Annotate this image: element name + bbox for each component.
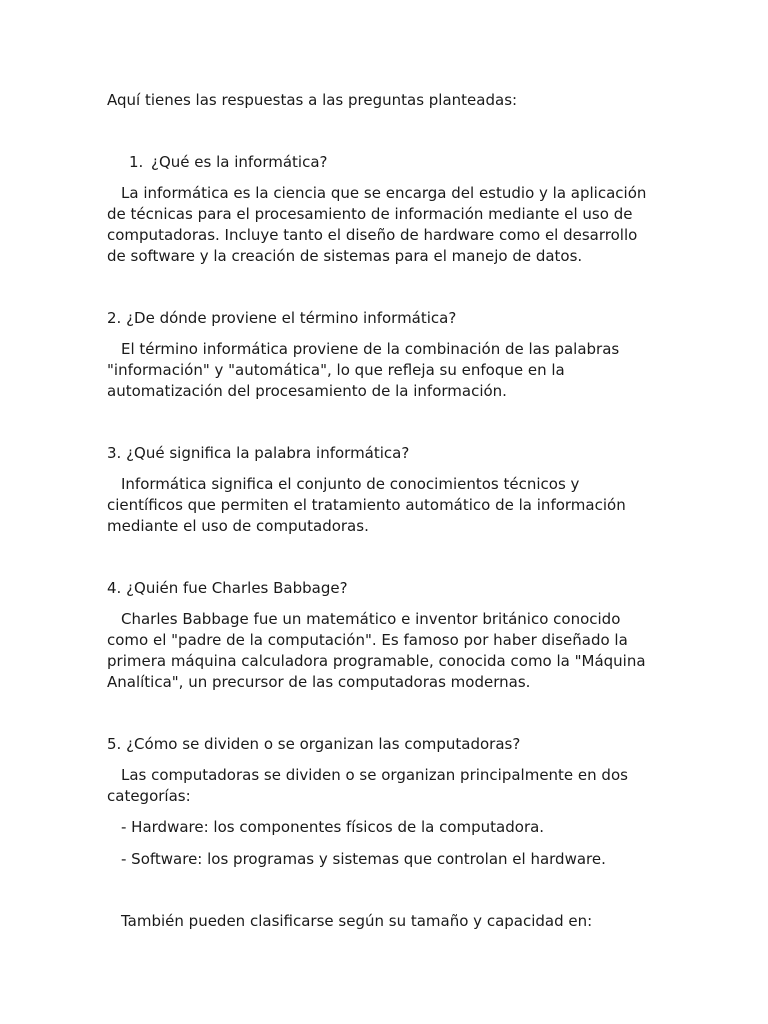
question-4: 4. ¿Quién fue Charles Babbage? xyxy=(107,579,348,597)
answer-1: La informática es la ciencia que se encarga del estudio y la aplicación de técnicas para el procesamiento de información mediante el uso de computadoras. Incluye tanto el diseño de hardware como el desarrollo de software y la creación de sistemas para el manejo de datos. xyxy=(107,184,647,265)
answer-4: Charles Babbage fue un matemático e inventor británico conocido como el "padre de la computación". Es famoso por haber diseñado la primera máquina calculadora programable, conocida como la "Máquina Analítica", un precursor de las computadoras modernas. xyxy=(107,610,646,691)
question-1-text: ¿Qué es la informática? xyxy=(151,153,328,171)
answer-5: Las computadoras se dividen o se organizan principalmente en dos categorías: xyxy=(107,766,628,805)
bullet-hardware: - Hardware: los componentes físicos de la computadora. xyxy=(121,818,545,836)
question-1 xyxy=(129,152,328,173)
bullet-software: - Software: los programas y sistemas que controlan el hardware. xyxy=(121,850,606,868)
classification-text: También pueden clasificarse según su tamaño y capacidad en: xyxy=(121,912,593,930)
question-1-number: 1. xyxy=(129,153,144,171)
question-5: 5. ¿Cómo se dividen o se organizan las computadoras? xyxy=(107,735,521,753)
intro-text: Aquí tienes las respuestas a las preguntas planteadas: xyxy=(107,91,518,109)
question-2: 2. ¿De dónde proviene el término informática? xyxy=(107,309,457,327)
answer-3: Informática significa el conjunto de conocimientos técnicos y científicos que permiten el tratamiento automático de la información mediante el uso de computadoras. xyxy=(107,475,626,535)
answer-2: El término informática proviene de la combinación de las palabras "información" y "automática", lo que refleja su enfoque en la automatización del procesamiento de la información. xyxy=(107,340,620,400)
question-3: 3. ¿Qué significa la palabra informática? xyxy=(107,444,410,462)
